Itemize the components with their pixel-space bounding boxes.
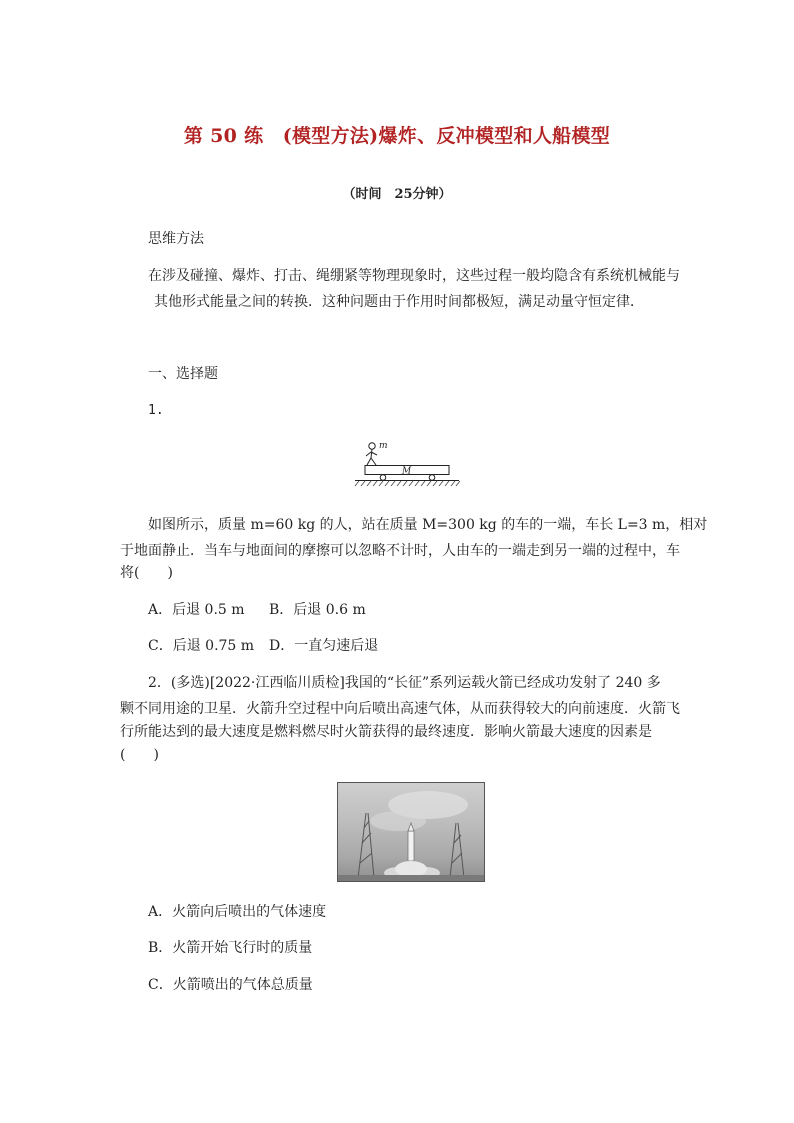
cart-wheel-right [429,475,435,481]
page-title: 第 50 练 (模型方法)爆炸、反冲模型和人船模型 [183,125,611,147]
question-1-line-2: 于地面静止．当车与地面间的摩擦可以忽略不计时，人由车的一端走到另一端的过程中，车 [120,543,680,559]
question-2-line-2: 颗不同用途的卫星．火箭升空过程中向后喷出高速气体，从而获得较大的向前速度．火箭飞 [120,701,680,717]
question-2-line-4: ( ) [120,747,159,763]
question-1-line-3: 将( ) [120,565,173,581]
method-line-1: 在涉及碰撞、爆炸、打击、绳绷紧等物理现象时，这些过程一般均隐含有系统机械能与 [148,268,680,284]
label-m: m [379,441,388,451]
q1-option-d: D．一直匀速后退 [269,638,379,654]
question-2-line-3: 行所能达到的最大速度是燃料燃尽时火箭获得的最终速度．影响火箭最大速度的因素是 [120,724,652,740]
label-M: M [402,466,412,477]
person-cart-figure [352,440,462,492]
method-heading: 思维方法 [148,231,204,247]
section-heading: 一、选择题 [148,366,218,382]
q2-option-a: A．火箭向后喷出的气体速度 [148,904,327,920]
cart-wheel-left [380,475,386,481]
question-1-number: 1. [148,403,164,418]
q1-option-b: B．后退 0.6 m [269,602,366,618]
q1-option-a: A．后退 0.5 m [148,602,245,618]
rocket-launch-photo [337,782,485,882]
q2-option-c: C．火箭喷出的气体总质量 [148,977,313,993]
person-head-shape [369,443,375,449]
question-2-line-1: 2．(多选)[2022·江西临川质检]我国的“长征”系列运载火箭已经成功发射了 240 多 [148,675,661,691]
q2-option-b: B．火箭开始飞行时的质量 [148,940,313,956]
question-1-line-1: 如图所示，质量 m=60 kg 的人，站在质量 M=300 kg 的车的一端，车长 L=3 m，相对 [148,517,708,533]
q1-option-c: C．后退 0.75 m [148,638,255,654]
time-limit: （时间 25分钟） [342,187,452,202]
ground-hatching [355,481,460,486]
method-line-2: 其他形式能量之间的转换．这种问题由于作用时间都极短，满足动量守恒定律． [154,294,644,310]
